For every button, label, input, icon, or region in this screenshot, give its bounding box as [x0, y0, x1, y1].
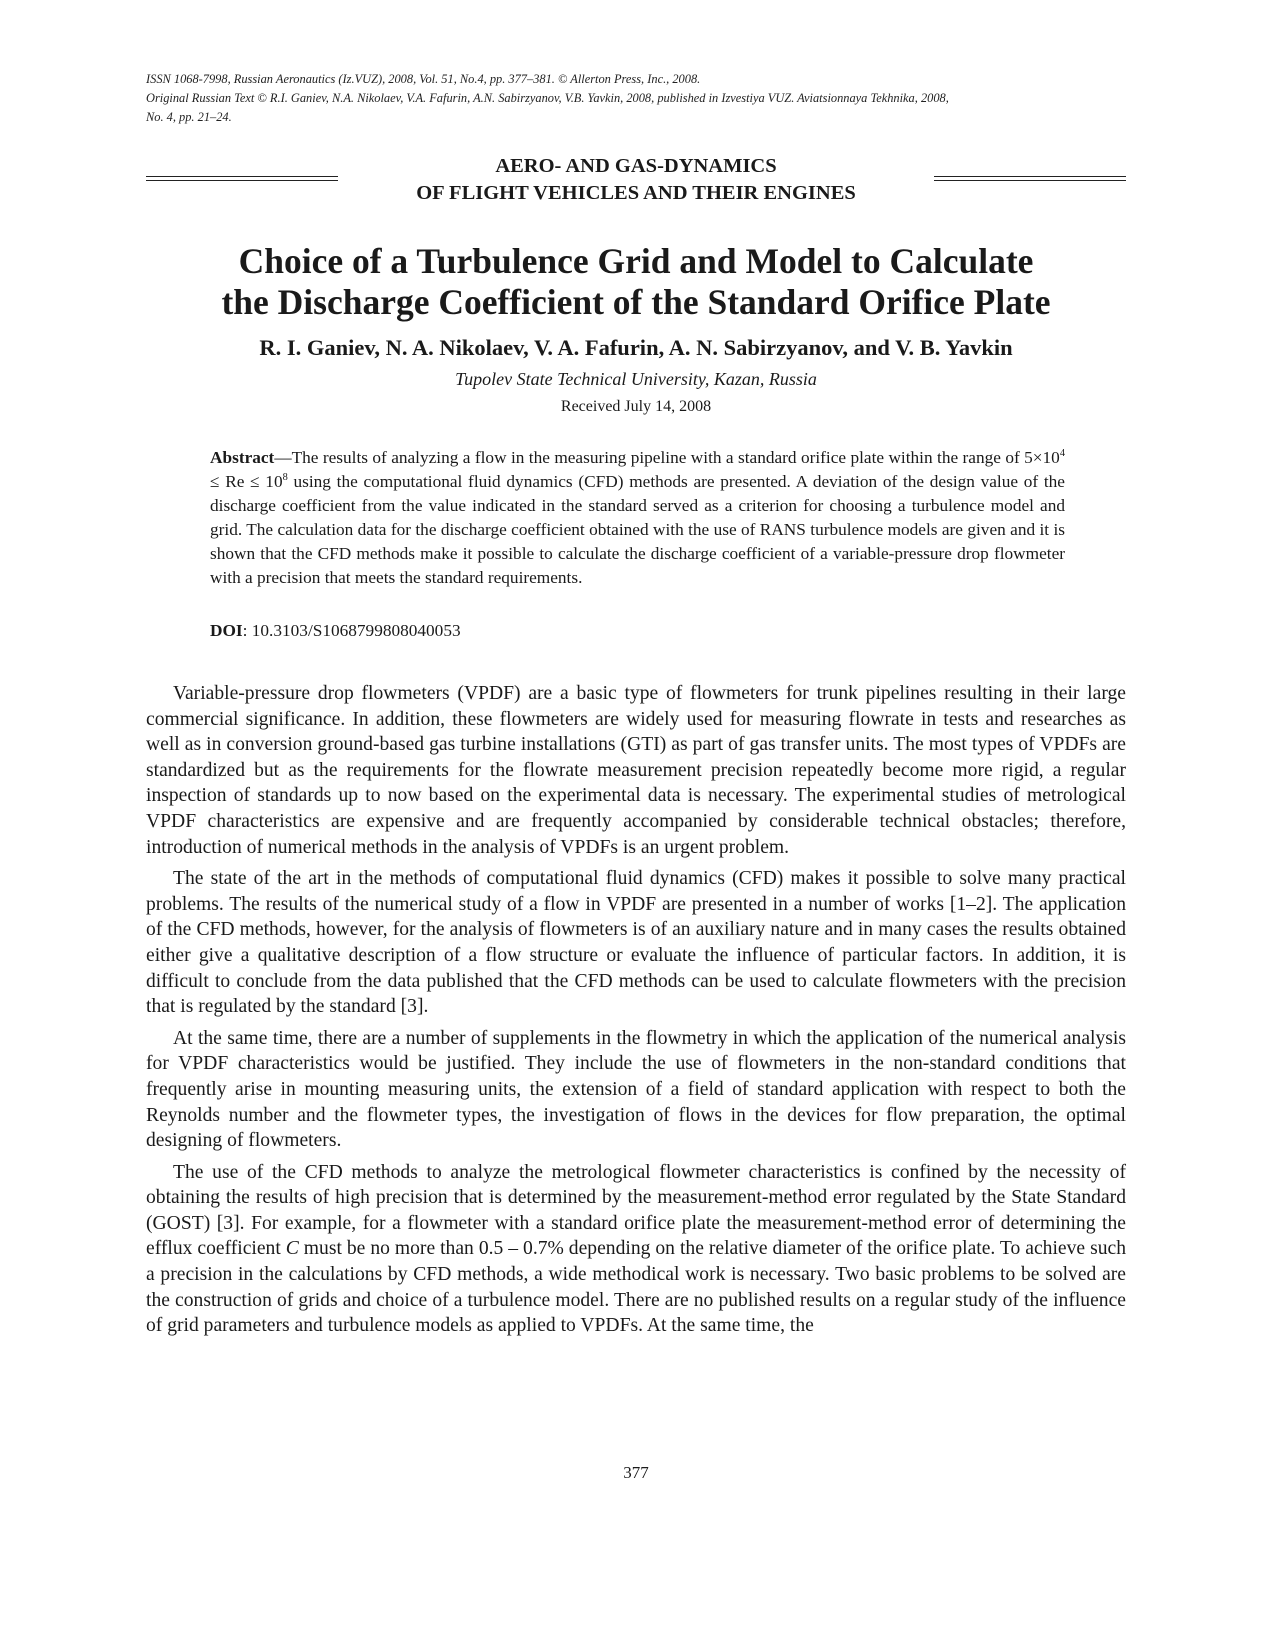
paper-title: [146, 241, 1126, 323]
section-title-line-1: AERO- AND GAS-DYNAMICS: [495, 155, 777, 177]
doi-value[interactable]: : 10.3103/S1068799808040053: [242, 621, 461, 640]
section-title: [346, 153, 926, 207]
section-rule-right: [934, 176, 1126, 181]
paper-title-line-2: the Discharge Coefficient of the Standard Orifice Plate: [221, 282, 1051, 322]
authors: R. I. Ganiev, N. A. Nikolaev, V. A. Fafurin, A. N. Sabirzyanov, and V. B. Yavkin: [259, 335, 1013, 360]
received-date: Received July 14, 2008: [560, 398, 712, 415]
body-paragraph-2: The state of the art in the methods of computational fluid dynamics (CFD) makes it possible to solve many practical problems. The results of the numerical study of a flow in VPDF are presented in a number of works [1–2]. The application of the CFD methods, however, for the analysis of flowmeters is of an auxiliary nature and in many cases the results obtained either give a qualitative description of a flow structure or evaluate the influence of particular factors. In addition, it is difficult to conclude from the data published that the CFD methods can be used to calculate flowmeters with the precision that is regulated by the standard [3].: [146, 868, 1126, 1018]
abstract-text-2: ≤ Re ≤ 10: [210, 472, 283, 491]
body-paragraph-1: Variable-pressure drop flowmeters (VPDF) are a basic type of flowmeters for trunk pipelines resulting in their large commercial significance. In addition, these flowmeters are widely used for measuring flowrate in tests and researches as well as in conversion ground-based gas turbine installations (GTI) as part of gas transfer units. The most types of VPDFs are standardized but as the requirements for the flowrate measurement precision repeatedly become more rigid, a regular inspection of standards up to now based on the experimental data is necessary. The experimental studies of metrological VPDF characteristics are expensive and are frequently accompanied by considerable technical obstacles; therefore, introduction of numerical methods in the analysis of VPDFs is an urgent problem.: [146, 683, 1126, 858]
affiliation: Tupolev State Technical University, Kazan, Russia: [455, 369, 817, 389]
section-heading: [146, 153, 1126, 209]
section-rule-left: [146, 176, 338, 181]
body-paragraph-4-a: The use of the CFD methods to analyze the metrological flowmeter characteristics is confined by the necessity of obtaining the results of high precision that is determined by the measurement-method error regulated by the State Standard (GOST) [3]. For example, for a flowmeter with a standard orifice plate the measurement-method error of determining the efflux coefficient: [146, 1161, 1126, 1260]
body-paragraph-4-b: must be no more than 0.5 – 0.7% depending on the relative diameter of the orifice plate. To achieve such a precision in the calculations by CFD methods, a wide methodical work is necessary. Two basic problems to be solved are the construction of grids and choice of a turbulence model. There are no published results on a regular study of the influence of grid parameters and turbulence models as applied to VPDFs. At the same time, the: [146, 1238, 1126, 1337]
body-paragraph-4: [146, 1160, 1126, 1339]
abstract-exponent-1: 4: [1059, 448, 1065, 460]
header-line-1: ISSN 1068-7998, Russian Aeronautics (Iz.VUZ), 2008, Vol. 51, No.4, pp. 377–381. © Allerton Press, Inc., 2008.: [146, 72, 701, 86]
abstract-label: Abstract: [210, 448, 275, 467]
page-number: 377: [623, 1463, 649, 1482]
body-text: [146, 681, 1126, 1345]
section-title-line-2: OF FLIGHT VEHICLES AND THEIR ENGINES: [416, 182, 856, 204]
paper-title-line-1: Choice of a Turbulence Grid and Model to Calculate: [238, 241, 1034, 281]
abstract-exponent-2: 8: [282, 472, 288, 484]
doi-label: DOI: [210, 621, 243, 640]
abstract-text-3: using the computational fluid dynamics (CFD) methods are presented. A deviation of the design value of the discharge coefficient from the value indicated in the standard served as a criterion for choosing a turbulence model and grid. The calculation data for the discharge coefficient obtained with the use of RANS turbulence models are given and it is shown that the CFD methods make it possible to calculate the discharge coefficient of a variable-pressure drop flowmeter with a precision that meets the standard requirements.: [210, 472, 1065, 587]
body-paragraph-3: At the same time, there are a number of supplements in the flowmetry in which the application of the numerical analysis for VPDF characteristics would be justified. They include the use of flowmeters in the non-standard conditions that frequently arise in mounting measuring units, the extension of a field of standard application with respect to both the Reynolds number and the flowmeter types, the investigation of flows in the devices for flow preparation, the optimal designing of flowmeters.: [146, 1027, 1126, 1152]
header-line-3: No. 4, pp. 21–24.: [146, 110, 232, 124]
journal-header: [146, 70, 1126, 127]
header-line-2: Original Russian Text © R.I. Ganiev, N.A. Nikolaev, V.A. Fafurin, A.N. Sabirzyanov, V.B. Yavkin, 2008, published in Izvestiya VUZ. Aviatsionnaya Tekhnika, 2008,: [146, 91, 949, 105]
efflux-coefficient-symbol: C: [285, 1238, 299, 1260]
doi: [210, 619, 461, 643]
abstract-text-1: —The results of analyzing a flow in the measuring pipeline with a standard orifice plate within the range of 5×10: [274, 448, 1060, 467]
abstract: [210, 446, 1065, 590]
